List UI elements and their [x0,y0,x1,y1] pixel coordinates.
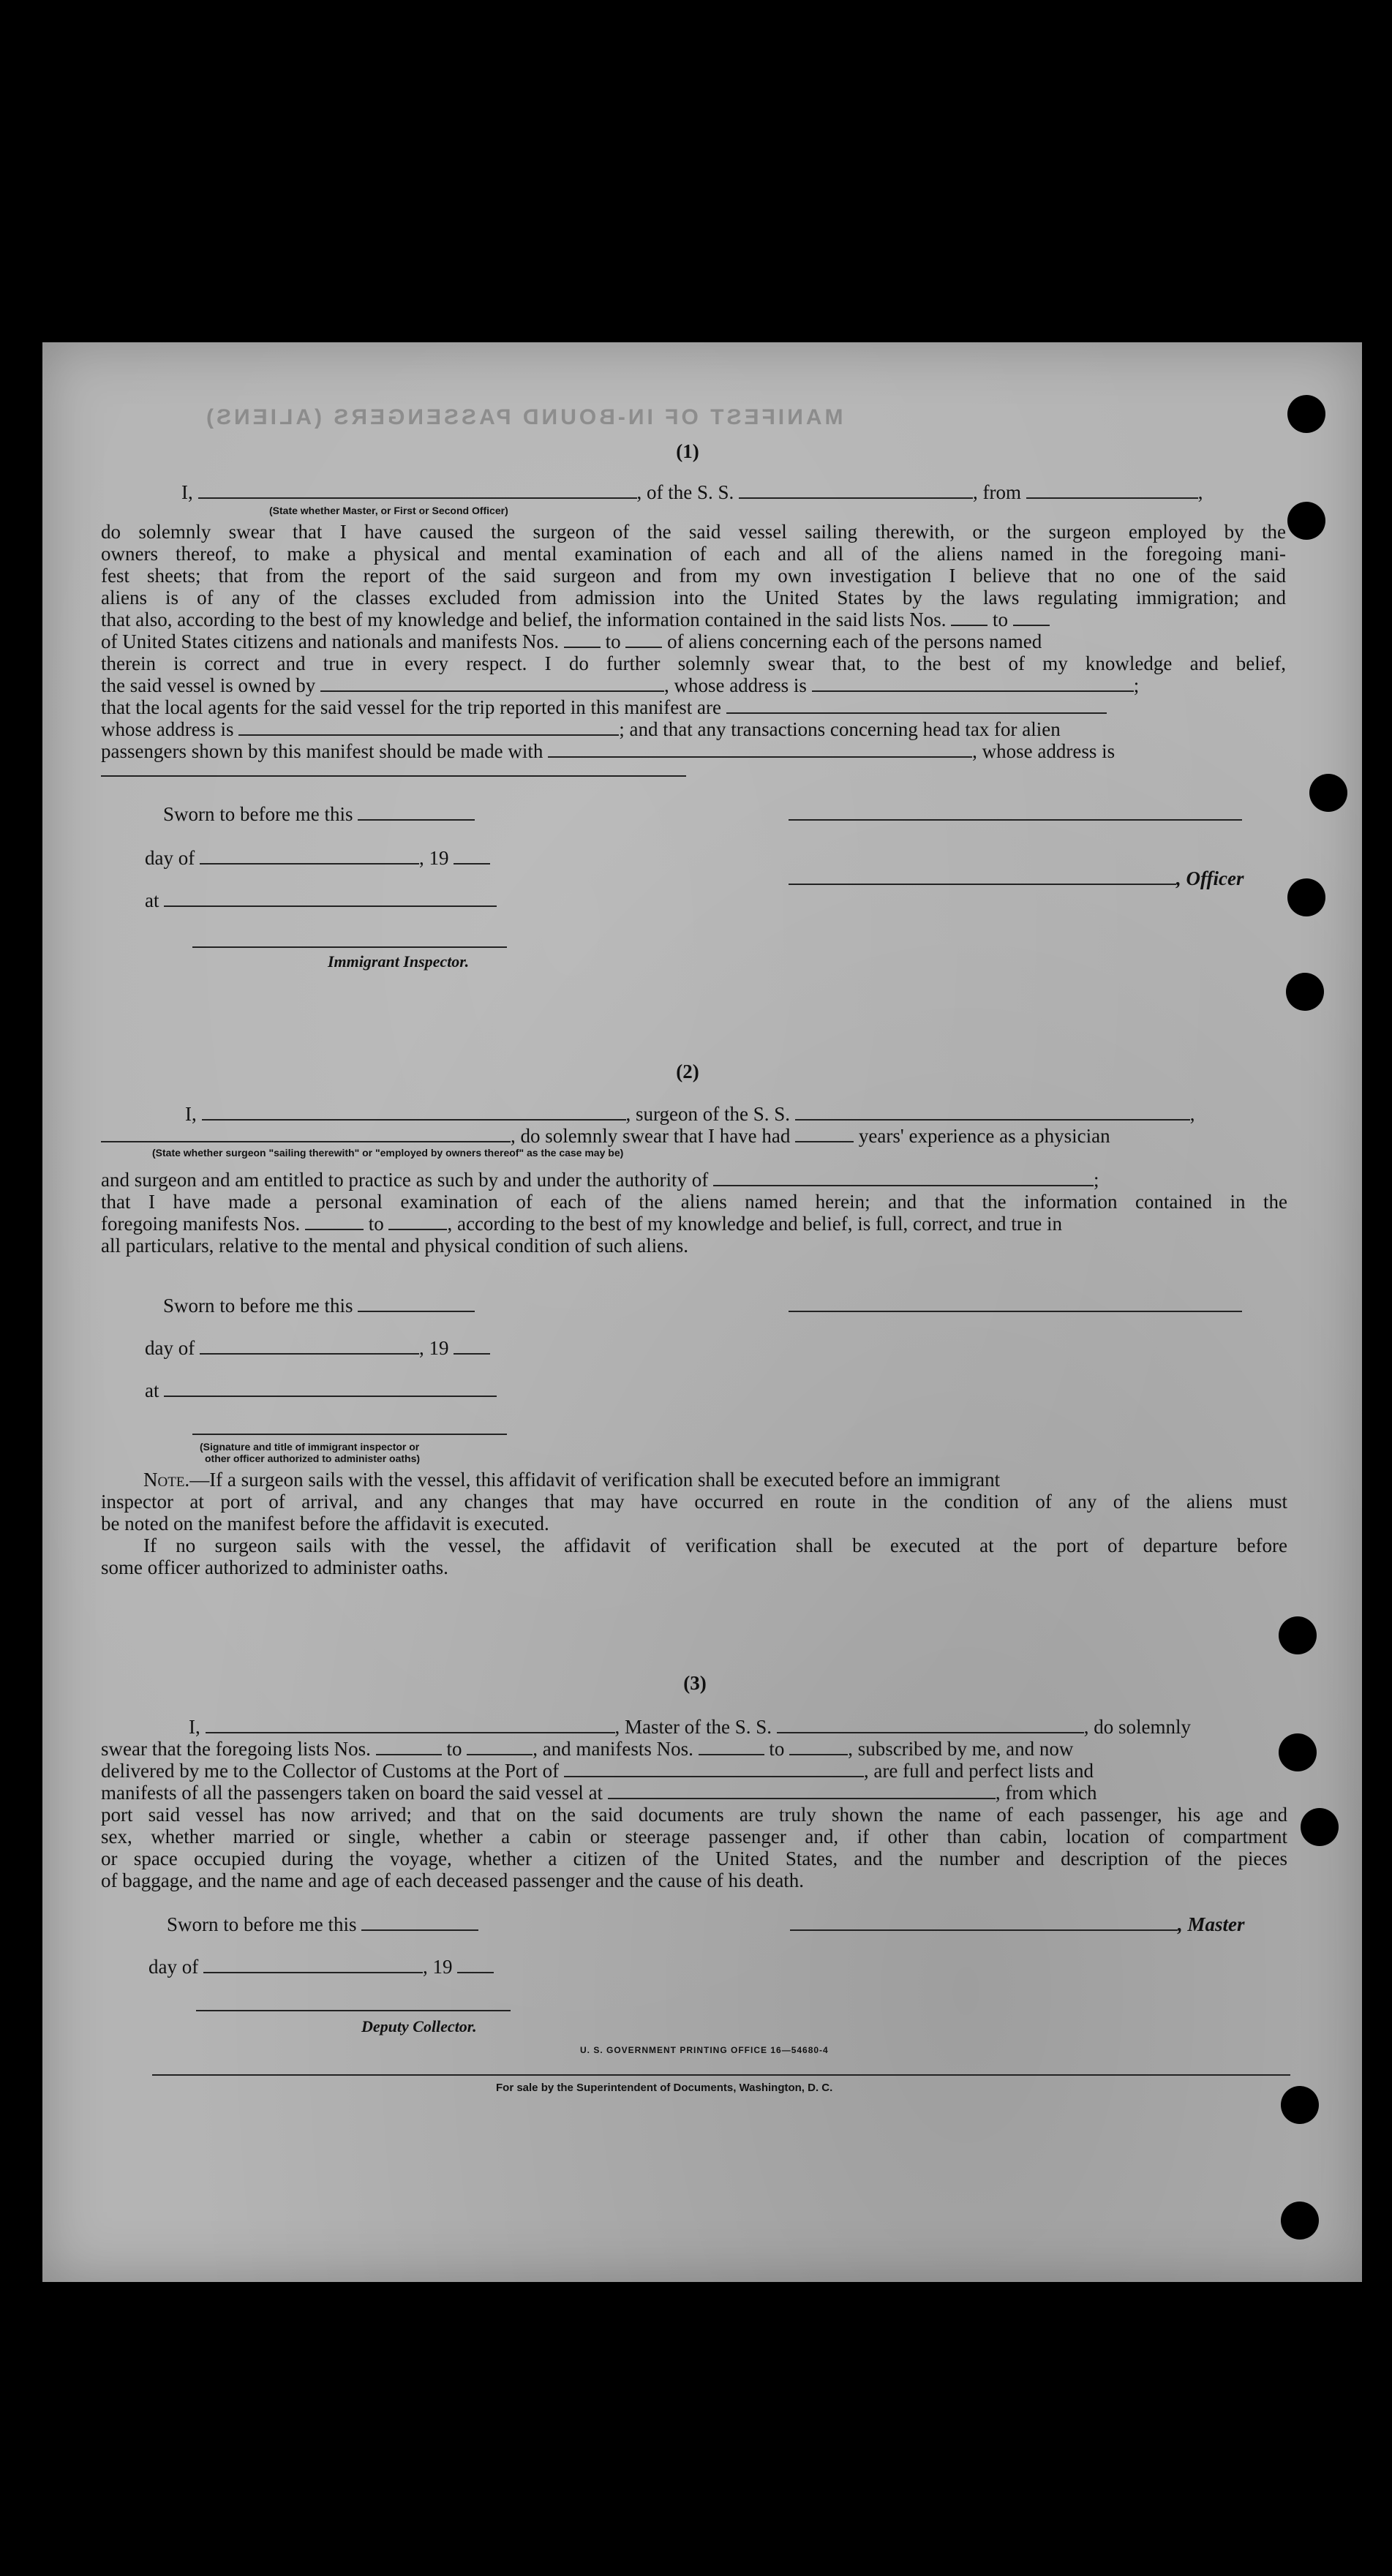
month-blank-1[interactable] [200,847,419,865]
vessel-name-blank[interactable] [739,481,973,499]
section-2-text-2: that I have made a personal examination of each of the aliens named herein; and that the information contained in the [101,1191,1287,1213]
punch-hole [1281,2086,1319,2124]
sworn-date-blank-1[interactable] [358,803,475,821]
section-3-text-4: port said vessel has now arrived; and that on the said documents are truly shown the name of each passenger, his age and [101,1804,1287,1826]
section-1-text-11: passengers shown by this manifest should be made with , whose address is [101,740,1116,762]
section-3-text-6: or space occupied during the voyage, whether a citizen of the United States, and the number and description of the pieces [101,1848,1287,1869]
sworn-line-2: Sworn to before me this [163,1295,475,1317]
head-tax-contact-blank[interactable] [548,740,972,758]
list-no-to-blank[interactable] [1013,609,1050,626]
section-3-text-1: swear that the foregoing lists Nos. to , and manifests Nos. to , subscribed by me, and now [101,1738,1074,1760]
sworn-date-blank-2[interactable] [358,1295,475,1312]
label-of-ss: , of the S. S. [636,481,734,503]
embarkation-port-blank[interactable] [608,1782,996,1799]
punch-hole [1279,1616,1317,1654]
section-2-number: (2) [676,1061,699,1082]
section-1-text-1: do solemnly swear that I have caused the surgeon of the said vessel sailing therewith, or the surgeon employed by the [101,521,1286,543]
signature-caption-1: (Signature and title of immigrant inspector or [200,1441,420,1453]
section-2-text-4: all particulars, relative to the mental and physical condition of such aliens. [101,1235,688,1257]
punch-hole [1287,395,1325,433]
at-line-2: at [145,1379,497,1401]
license-authority-blank[interactable] [713,1169,1094,1186]
years-experience-blank[interactable] [795,1125,854,1142]
place-blank-1[interactable] [164,889,497,907]
section-1-text-7: therein is correct and true in every respect. I do further solemnly swear that, to the best of my knowledge and belief, [101,652,1286,674]
surgeon-name-blank[interactable] [202,1103,626,1121]
label-from: , from [973,481,1021,503]
section-3-text-5: sex, whether married or single, whether a cabin or steerage passenger and, if other than cabin, location of compartment [101,1826,1287,1848]
punch-hole [1281,2202,1319,2240]
section-3-number: (3) [683,1672,707,1694]
surgeon-manifest-from-blank[interactable] [305,1213,364,1230]
caption-master: (State whether Master, or First or Second Officer) [269,505,508,516]
departure-port-blank[interactable] [1026,481,1198,499]
year-blank-3[interactable] [457,1956,494,1973]
surgeon-manifest-to-blank[interactable] [388,1213,447,1230]
punch-hole [1287,878,1325,916]
collector-signature-line[interactable] [196,2010,511,2011]
day-of-line-2: day of , 19 [145,1337,490,1359]
day-of-line-3: day of , 19 [148,1956,494,1978]
owner-address-blank[interactable] [812,674,1134,692]
month-blank-2[interactable] [200,1337,419,1355]
collector-port-blank[interactable] [564,1760,864,1777]
section-2-line-2: , do solemnly swear that I have had years' experience as a physician [101,1125,1110,1147]
section-2-text-1: and surgeon and am entitled to practice as such by and under the authority of ; [101,1169,1099,1191]
section-3-text-3: manifests of all the passengers taken on board the said vessel at , from which [101,1782,1097,1804]
inspector-signature-line-2[interactable] [192,1434,507,1435]
note-line-5: some officer authorized to administer oaths. [101,1556,448,1578]
section-2-text-3: foregoing manifests Nos. to , according to the best of my knowledge and belief, is full, correct, and true in [101,1213,1062,1235]
owner-blank[interactable] [320,674,664,692]
section-1-text-9: that the local agents for the said vessel for the trip reported in this manifest are [101,696,1107,718]
punch-hole [1287,502,1325,540]
note-line-1: Note.—If a surgeon sails with the vessel, this affidavit of verification shall be executed before an immigrant [143,1469,1001,1491]
footer-rule [152,2074,1290,2076]
master-list-to-blank[interactable] [467,1738,533,1755]
master-signature-blank[interactable] [790,1913,1178,1931]
agent-address-blank[interactable] [238,718,619,736]
signature-caption-2: other officer authorized to administer oaths) [205,1453,421,1464]
surgeon-type-blank[interactable] [101,1125,511,1142]
deputy-collector-label: Deputy Collector. [361,2017,477,2035]
manifest-no-to-blank[interactable] [625,630,662,648]
master-manifest-to-blank[interactable] [789,1738,848,1755]
gpo-imprint: U. S. GOVERNMENT PRINTING OFFICE 16—54680-4 [580,2045,829,2055]
address-continuation-line[interactable] [101,775,686,777]
section-3-text-2: delivered by me to the Collector of Customs at the Port of , are full and perfect lists and [101,1760,1094,1782]
immigrant-inspector-label: Immigrant Inspector. [328,952,470,971]
note-line-4: If no surgeon sails with the vessel, the affidavit of verification shall be executed at the port of departure before [143,1534,1287,1556]
punch-hole [1309,774,1347,812]
master-manifest-from-blank[interactable] [699,1738,764,1755]
officer-signature-line-top[interactable] [789,819,1242,821]
punch-hole [1279,1733,1317,1771]
sworn-line-1: Sworn to before me this [163,803,475,825]
surgeon-signature-line[interactable] [789,1311,1242,1312]
manifest-page [42,342,1362,2282]
section-1-oath-line: I, , of the S. S. , from , [181,481,1203,503]
surgeon-vessel-blank[interactable] [795,1103,1190,1121]
punch-hole [1301,1808,1339,1846]
punch-hole [1286,973,1324,1011]
section-1-text-8: the said vessel is owned by , whose address is ; [101,674,1140,696]
caption-surgeon: (State whether surgeon "sailing therewith" or "employed by owners thereof" as the case may be) [152,1147,624,1159]
officer-signature-line: , Officer [789,867,1244,889]
section-3-text-7: of baggage, and the name and age of each deceased passenger and the cause of his death. [101,1869,805,1891]
for-sale-notice: For sale by the Superintendent of Documents, Washington, D. C. [496,2082,833,2094]
section-3-oath-line: I, , Master of the S. S. , do solemnly [189,1716,1191,1738]
year-blank-2[interactable] [454,1337,490,1355]
section-1-number: (1) [676,440,699,462]
master-signature-line: , Master [790,1913,1245,1935]
list-no-from-blank[interactable] [951,609,987,626]
master-list-from-blank[interactable] [376,1738,442,1755]
note-line-2: inspector at port of arrival, and any changes that may have occurred en route in the condition of any of the aliens must [101,1491,1287,1513]
section-1-text-10: whose address is ; and that any transactions concerning head tax for alien [101,718,1061,740]
local-agents-blank[interactable] [726,696,1107,714]
month-blank-3[interactable] [203,1956,423,1973]
section-2-oath-line: I, , surgeon of the S. S. , [185,1103,1195,1125]
manifest-no-from-blank[interactable] [564,630,601,648]
master-name-blank[interactable] [206,1716,615,1733]
officer-name-blank[interactable] [198,481,637,499]
officer-signature-blank[interactable] [789,867,1176,885]
note-label: Note. [143,1469,190,1491]
section-1-text-2: owners thereof, to make a physical and mental examination of each and all of the aliens named in the foregoing mani- [101,543,1286,565]
inspector-signature-line[interactable] [192,946,507,948]
section-1-text-6: of United States citizens and nationals and manifests Nos. to of aliens concerning each of the persons named [101,630,1042,652]
label-i: I, [181,481,193,503]
note-line-3: be noted on the manifest before the affidavit is executed. [101,1513,549,1534]
sworn-date-blank-3[interactable] [361,1913,478,1931]
section-1-text-3: fest sheets; that from the report of the said surgeon and from my own investigation I believe that no one of the said [101,565,1286,587]
master-vessel-blank[interactable] [777,1716,1084,1733]
bleed-through-title: MANIFEST OF IN-BOUND PASSENGERS (ALIENS) [203,405,843,429]
section-1-text-4: aliens is of any of the classes excluded from admission into the United States by the laws regulating immigration; and [101,587,1286,609]
year-blank-1[interactable] [454,847,490,865]
place-blank-2[interactable] [164,1379,497,1397]
sworn-line-3: Sworn to before me this [167,1913,478,1935]
section-1-text-5: that also, according to the best of my knowledge and belief, the information contained in the said lists Nos. to [101,609,1050,630]
at-line-1: at [145,889,497,911]
day-of-line-1: day of , 19 [145,847,490,869]
